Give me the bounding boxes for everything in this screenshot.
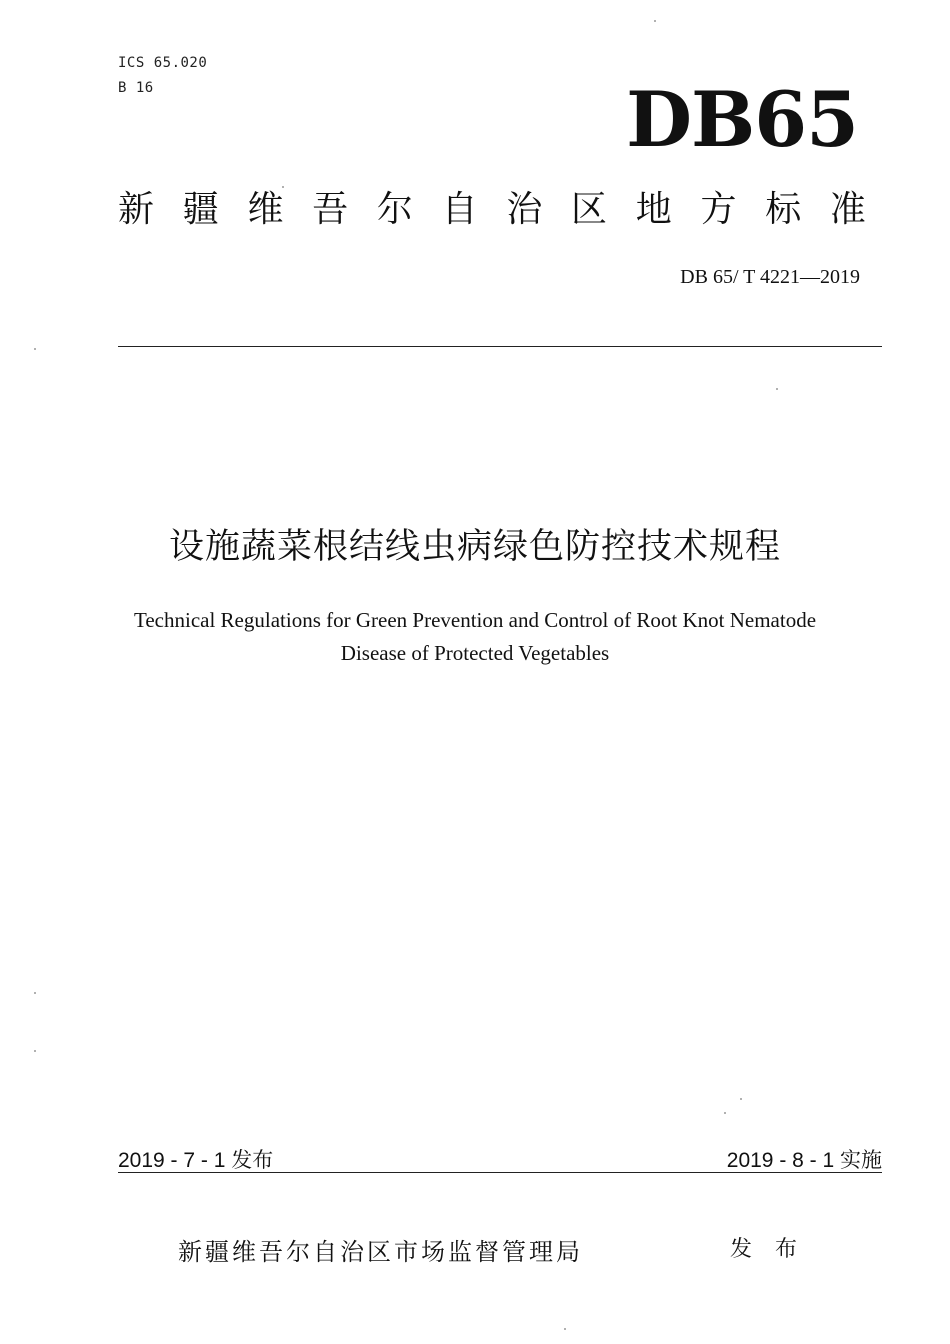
header-divider: [118, 346, 882, 347]
category-char: 治: [506, 189, 543, 230]
db-standard-mark: DB65: [626, 75, 858, 164]
issuing-authority: 新疆维吾尔自治区市场监督管理局: [178, 1238, 583, 1266]
document-title-chinese: 设施蔬菜根结线虫病绿色防控技术规程: [168, 527, 781, 567]
category-char: 地: [635, 189, 672, 230]
category-char: 标: [765, 189, 802, 230]
ics-code: ICS 65.020: [118, 55, 208, 71]
category-char: 疆: [182, 189, 219, 230]
scan-speck: [564, 1328, 566, 1330]
scan-speck: [34, 992, 36, 994]
scan-speck: [740, 1098, 742, 1100]
standard-number: DB 65/ T 4221—2019: [680, 266, 860, 288]
category-char: 新: [118, 189, 155, 230]
category-char: 区: [571, 189, 608, 230]
scan-speck: [776, 388, 778, 390]
category-char: 吾: [312, 189, 349, 230]
scan-speck: [34, 348, 36, 350]
category-char: 维: [247, 189, 284, 230]
english-title-line-2: Disease of Protected Vegetables: [340, 641, 610, 665]
english-title-line-1: Technical Regulations for Green Prevention and Control of Root Knot Nematode: [133, 608, 817, 632]
scan-speck: [34, 1050, 36, 1052]
scan-speck: [654, 20, 656, 22]
category-char: 尔: [376, 189, 413, 230]
effective-date: 2019 - 8 - 1 实施: [726, 1149, 882, 1172]
category-char: 自: [441, 189, 478, 230]
dates-divider: [118, 1172, 882, 1173]
category-char: 方: [700, 189, 737, 230]
standard-category-heading: [118, 189, 866, 230]
classification-code: B 16: [118, 80, 154, 96]
scan-speck: [724, 1112, 726, 1114]
category-char: 准: [829, 189, 866, 230]
scan-speck: [282, 186, 284, 188]
document-title-english: [0, 604, 950, 670]
publish-date: 2019 - 7 - 1 发布: [118, 1149, 274, 1172]
issue-label: 发 布: [730, 1237, 805, 1262]
